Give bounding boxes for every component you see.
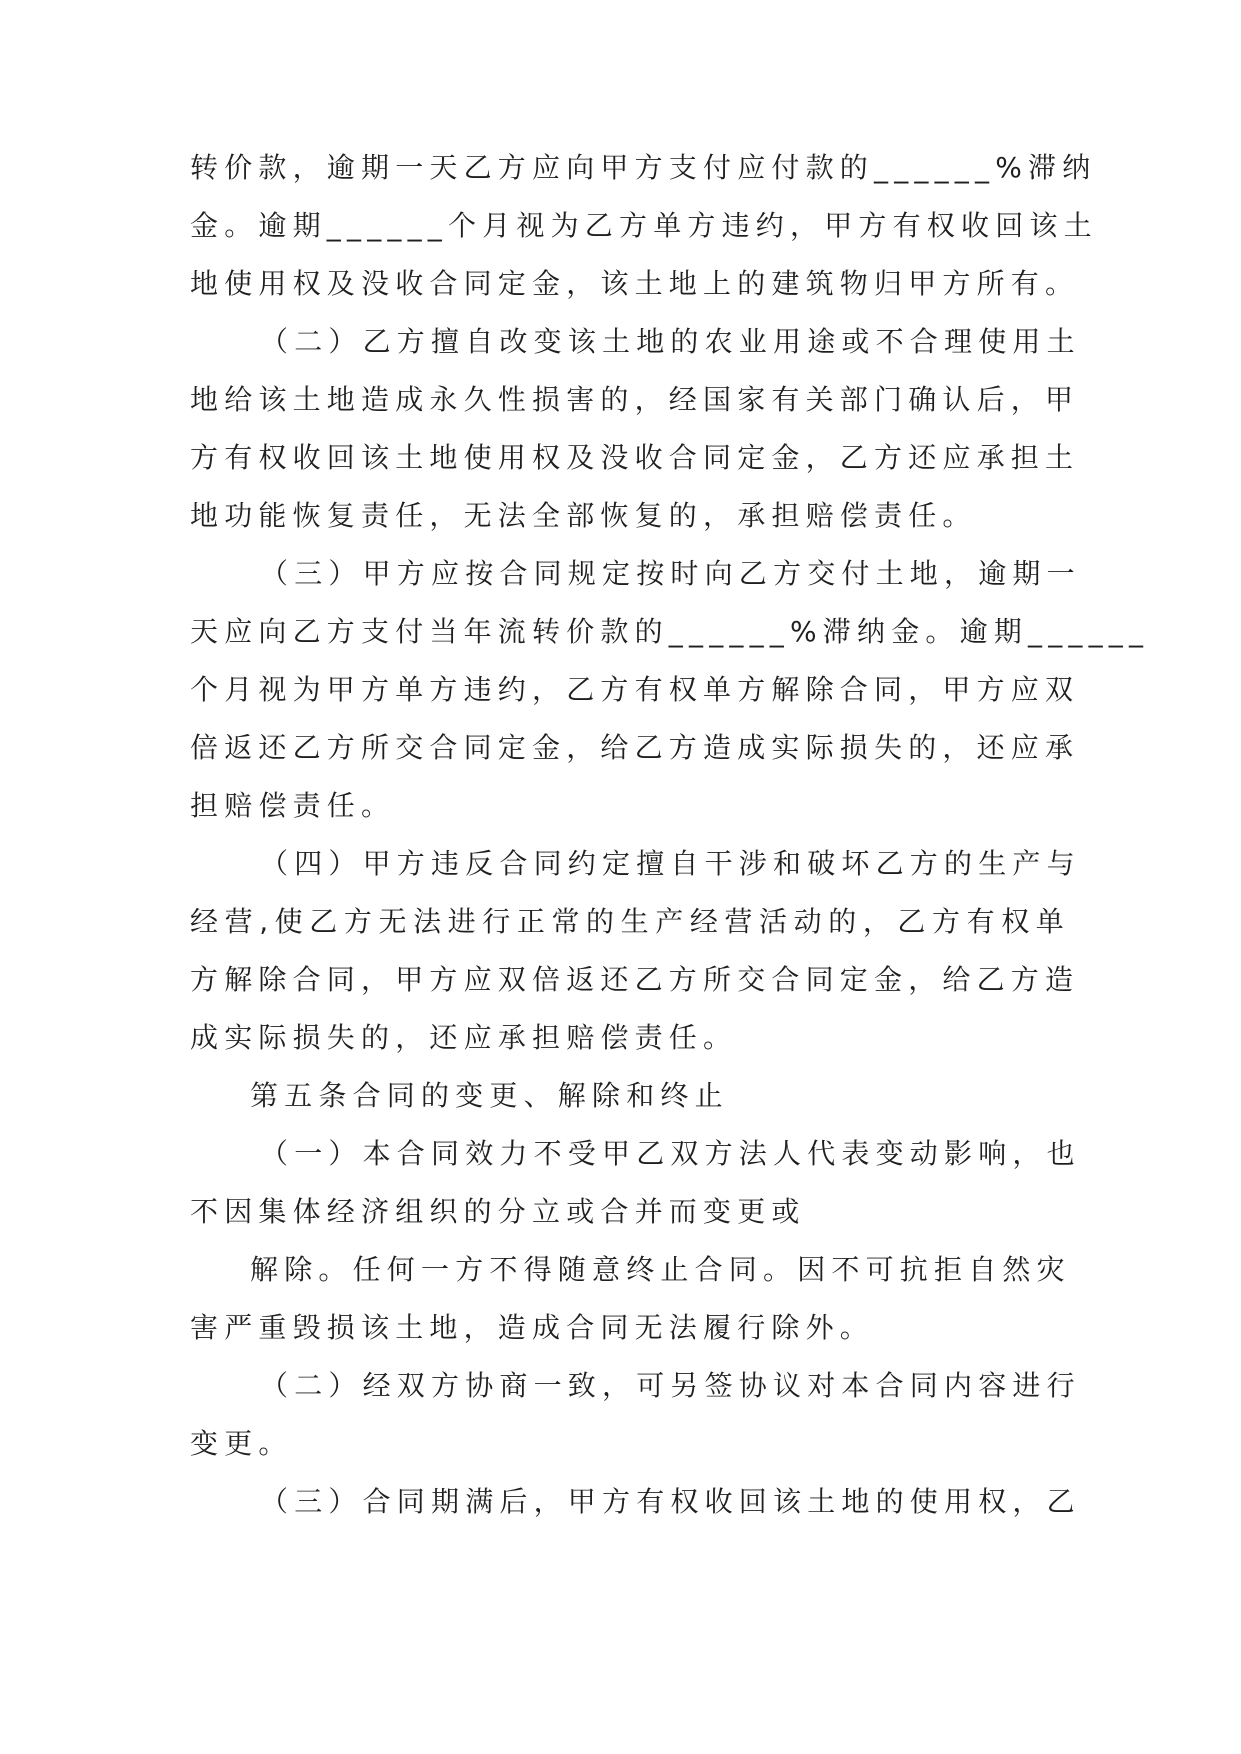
text-line: （四）甲方违反合同约定擅自干涉和破坏乙方的生产与	[260, 847, 1081, 880]
text-line: （一）本合同效力不受甲乙双方法人代表变动影响，也	[260, 1137, 1081, 1170]
text-line: 地使用权及没收合同定金，该土地上的建筑物归甲方所有。	[190, 267, 1080, 300]
text-line: 金。逾期______个月视为乙方单方违约，甲方有权收回该土	[190, 209, 1098, 242]
text-line: 倍返还乙方所交合同定金，给乙方造成实际损失的，还应承	[190, 731, 1080, 764]
text-line: 方有权收回该土地使用权及没收合同定金，乙方还应承担土	[190, 441, 1080, 474]
text-line: （二）乙方擅自改变该土地的农业用途或不合理使用土	[260, 325, 1081, 358]
text-line: 转价款，逾期一天乙方应向甲方支付应付款的______%滞纳	[190, 151, 1097, 184]
text-line: 天应向乙方支付当年流转价款的______%滞纳金。逾期______	[190, 615, 1150, 648]
text-line: 方解除合同，甲方应双倍返还乙方所交合同定金，给乙方造	[190, 963, 1080, 996]
text-line: （二）经双方协商一致，可另签协议对本合同内容进行	[260, 1369, 1081, 1402]
text-line: 地功能恢复责任，无法全部恢复的，承担赔偿责任。	[190, 499, 977, 532]
text-line: 害严重毁损该土地，造成合同无法履行除外。	[190, 1311, 875, 1344]
text-line: 变更。	[190, 1427, 293, 1460]
text-line: 担赔偿责任。	[190, 789, 396, 822]
text-line: 地给该土地造成永久性损害的，经国家有关部门确认后，甲	[190, 383, 1080, 416]
text-line: 不因集体经济组织的分立或合并而变更或	[190, 1195, 806, 1228]
text-line: 成实际损失的，还应承担赔偿责任。	[190, 1021, 738, 1054]
section-heading: 第五条合同的变更、解除和终止	[250, 1079, 729, 1112]
text-line: （三）合同期满后，甲方有权收回该土地的使用权，乙	[260, 1485, 1081, 1518]
text-line: （三）甲方应按合同规定按时向乙方交付土地，逾期一	[260, 557, 1081, 590]
text-line: 个月视为甲方单方违约，乙方有权单方解除合同，甲方应双	[190, 673, 1080, 706]
text-line: 解除。任何一方不得随意终止合同。因不可抗拒自然灾	[250, 1253, 1071, 1286]
text-line: 经营,使乙方无法进行正常的生产经营活动的，乙方有权单	[190, 905, 1070, 938]
